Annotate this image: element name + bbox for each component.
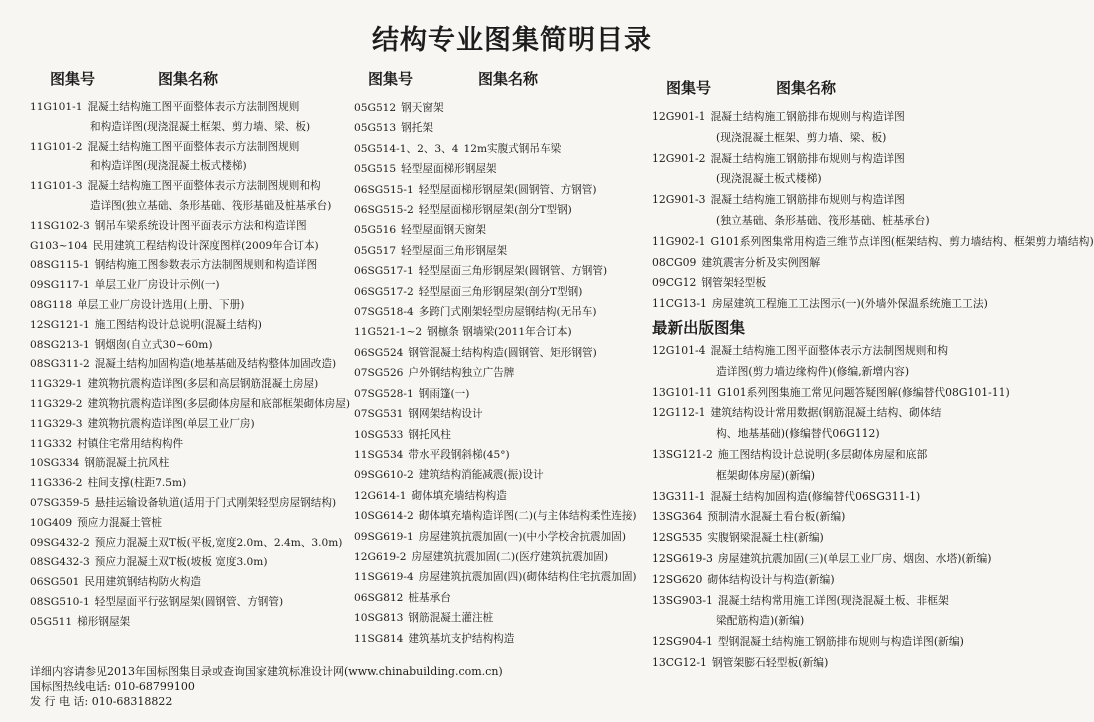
entry-code: 12G901-2 bbox=[652, 151, 706, 165]
entry-name: 轻型屋面三角形钢屋架 bbox=[401, 244, 508, 257]
entry-code: 10SG334 bbox=[30, 457, 80, 470]
entry-name-continued: 造详图(剪力墙边缘构件)(修编,新增内容) bbox=[716, 364, 910, 378]
entry-code: G103~104 bbox=[30, 239, 88, 252]
entry-name: 混凝土结构加固构造(修编替代06SG311-1) bbox=[710, 489, 921, 503]
entry-name: 钢网架结构设计 bbox=[408, 408, 483, 421]
catalog-entry bbox=[354, 200, 644, 220]
entry-name: 户外钢结构独立广告牌 bbox=[408, 367, 515, 380]
entry-code: 11SG102-3 bbox=[30, 219, 90, 232]
entry-code: 05G517 bbox=[354, 244, 397, 257]
catalog-entry bbox=[30, 98, 352, 138]
catalog-entry bbox=[652, 341, 1004, 383]
entry-code: 12G112-1 bbox=[652, 406, 706, 420]
catalog-entry bbox=[652, 632, 1004, 653]
catalog-entry bbox=[652, 107, 1004, 149]
catalog-entry bbox=[354, 527, 644, 547]
entry-code: 11G329-3 bbox=[30, 417, 83, 430]
entry-name: 预应力混凝土管桩 bbox=[77, 516, 162, 529]
entry-code: 13SG903-1 bbox=[652, 593, 713, 607]
entry-code: 11G521-1~2 bbox=[354, 326, 423, 339]
entry-code: 08SG311-2 bbox=[30, 358, 90, 371]
catalog-entry bbox=[30, 138, 352, 178]
catalog-entry bbox=[354, 547, 644, 567]
entry-name: 建筑物抗震构造详图(多层和高层钢筋混凝土房屋) bbox=[87, 378, 319, 391]
catalog-entry bbox=[354, 220, 644, 240]
entry-name: 钢结构施工图参数表示方法制图规则和构造详图 bbox=[94, 259, 318, 272]
entry-name: 建筑结构消能减震(振)设计 bbox=[418, 469, 544, 482]
entry-name: 砌体填充墙结构构造 bbox=[411, 489, 507, 502]
entry-code: 11SG814 bbox=[354, 632, 404, 645]
entry-code: 09SG610-2 bbox=[354, 469, 414, 482]
catalog-entry bbox=[30, 395, 352, 415]
entry-name: 梯形钢屋架 bbox=[77, 615, 131, 628]
header-name: 图集名称 bbox=[776, 78, 837, 97]
catalog-entry bbox=[354, 465, 644, 485]
entry-code: 13CG12-1 bbox=[652, 655, 707, 669]
entry-name: 带水平段钢斜梯(45°) bbox=[408, 448, 510, 461]
entry-name: 轻型屋面梯形钢屋架 bbox=[401, 163, 497, 176]
catalog-entry bbox=[30, 534, 352, 554]
catalog-entry bbox=[30, 415, 352, 435]
catalog-entry bbox=[354, 302, 644, 322]
catalog-entry bbox=[30, 435, 352, 455]
catalog-entry bbox=[354, 506, 644, 526]
entry-name: 轻型屋面钢天窗架 bbox=[401, 224, 486, 237]
catalog-entry bbox=[354, 445, 644, 465]
catalog-entry bbox=[30, 613, 352, 633]
catalog-entry bbox=[30, 514, 352, 534]
entry-code: 12G614-1 bbox=[354, 489, 407, 502]
entry-code: 12G101-4 bbox=[652, 343, 706, 357]
entry-code: 11G332 bbox=[30, 437, 73, 450]
catalog-entry bbox=[652, 653, 1004, 674]
entry-name: 房屋建筑工程施工工法图示(一)(外墙外保温系统施工工法) bbox=[711, 297, 988, 311]
catalog-entry bbox=[30, 316, 352, 336]
new-publications-list bbox=[652, 341, 1010, 674]
column-header bbox=[354, 66, 644, 90]
entry-name: 施工图结构设计总说明(混凝土结构) bbox=[94, 318, 262, 331]
entry-code: 07SG518-4 bbox=[354, 306, 414, 319]
entry-code: 08G118 bbox=[30, 298, 73, 311]
entry-code: 08SG213-1 bbox=[30, 338, 90, 351]
entry-name: 民用建筑钢结构防火构造 bbox=[84, 576, 201, 589]
entry-name: 轻型屋面三角形钢屋架(圆钢管、方钢管) bbox=[418, 265, 608, 278]
footer-sales-phone: 发 行 电 话: 010-68318822 bbox=[30, 695, 173, 708]
entry-name: 混凝土结构施工图平面整体表示方法制图规则和构 bbox=[87, 180, 321, 193]
entry-code: 09SG432-2 bbox=[30, 536, 90, 549]
catalog-entry bbox=[652, 549, 1004, 570]
entry-code: 12SG619-3 bbox=[652, 551, 713, 565]
catalog-column-3 bbox=[652, 75, 1094, 674]
catalog-entry bbox=[354, 629, 644, 649]
catalog-entry bbox=[30, 256, 352, 276]
entry-code: 12SG620 bbox=[652, 572, 703, 586]
catalog-entry bbox=[30, 355, 352, 375]
entry-name: 轻型屋面三角形钢屋架(剖分T型钢) bbox=[418, 285, 583, 298]
entry-code: 05G511 bbox=[30, 615, 73, 628]
entry-code: 06SG524 bbox=[354, 346, 404, 359]
entry-code: 05G512 bbox=[354, 102, 397, 114]
catalog-list bbox=[30, 98, 352, 633]
entry-code: 11G902-1 bbox=[652, 234, 706, 248]
entry-code: 11G329-2 bbox=[30, 397, 83, 410]
entry-name: 柱间支撑(柱距7.5m) bbox=[87, 477, 187, 490]
entry-code: 12SG904-1 bbox=[652, 635, 713, 649]
entry-name: 多跨门式刚架轻型房屋钢结构(无吊车) bbox=[418, 306, 597, 319]
entry-name-continued: 和构造详图(现浇混凝土板式楼梯) bbox=[90, 160, 247, 173]
catalog-entry bbox=[354, 139, 644, 159]
entry-code: 11G329-1 bbox=[30, 378, 83, 391]
catalog-entry bbox=[354, 486, 644, 506]
catalog-entry bbox=[652, 487, 1004, 508]
catalog-entry bbox=[652, 294, 1004, 315]
entry-code: 09SG619-1 bbox=[354, 530, 414, 543]
catalog-entry bbox=[652, 273, 1004, 294]
entry-name-continued: (独立基础、条形基础、筏形基础、桩基承台) bbox=[716, 213, 930, 227]
entry-name-continued: 框架砌体房屋)(新编) bbox=[716, 468, 816, 482]
catalog-entry bbox=[652, 149, 1004, 191]
entry-code: 10SG813 bbox=[354, 612, 404, 625]
entry-name: 轻型屋面梯形钢屋架(圆钢管、方钢管) bbox=[418, 183, 597, 196]
column-header bbox=[30, 66, 352, 90]
entry-name-continued: 和构造详图(现浇混凝土框架、剪力墙、梁、板) bbox=[90, 120, 311, 133]
header-code: 图集号 bbox=[368, 69, 414, 88]
entry-name: 混凝土结构加固构造(地基基础及结构整体加固改造) bbox=[94, 358, 337, 371]
catalog-entry bbox=[30, 276, 352, 296]
entry-code: 11G336-2 bbox=[30, 477, 83, 490]
entry-code: 11G101-3 bbox=[30, 180, 83, 193]
entry-name: 村镇住宅常用结构构件 bbox=[77, 437, 184, 450]
entry-code: 06SG501 bbox=[30, 576, 80, 589]
entry-name: 桩基承台 bbox=[408, 591, 451, 604]
entry-code: 09CG12 bbox=[652, 276, 697, 290]
entry-code: 07SG531 bbox=[354, 408, 404, 421]
entry-code: 08CG09 bbox=[652, 255, 697, 269]
entry-code: 08SG115-1 bbox=[30, 259, 90, 272]
catalog-entry bbox=[652, 383, 1010, 404]
entry-code: 06SG812 bbox=[354, 591, 404, 604]
entry-name: 钢管混凝土结构构造(圆钢管、矩形钢管) bbox=[408, 346, 597, 359]
entry-name: 砌体填充墙构造详图(二)(与主体结构柔性连接) bbox=[418, 510, 637, 523]
entry-code: 07SG528-1 bbox=[354, 387, 414, 400]
entry-name: 钢吊车梁系统设计图平面表示方法和构造详图 bbox=[94, 219, 307, 232]
entry-name: 房屋建筑抗震加固(二)(医疗建筑抗震加固) bbox=[411, 550, 609, 563]
entry-code: 07SG526 bbox=[354, 367, 404, 380]
entry-name: 钢天窗架 bbox=[401, 102, 444, 114]
entry-name: 钢管架膨石轻型板(新编) bbox=[711, 655, 829, 669]
entry-name: 混凝土结构施工钢筋排布规则与构造详图 bbox=[710, 151, 905, 165]
footer bbox=[30, 664, 503, 709]
catalog-entry bbox=[30, 375, 352, 395]
entry-name: 实腹钢梁混凝土柱(新编) bbox=[707, 531, 824, 545]
catalog-entry bbox=[354, 404, 644, 424]
entry-name: 民用建筑工程结构设计深度图样(2009年合订本) bbox=[92, 239, 319, 252]
catalog-entry bbox=[354, 588, 644, 608]
entry-name: 混凝土结构常用施工详图(现浇混凝土板、非框架 bbox=[717, 593, 949, 607]
catalog-entry bbox=[354, 98, 644, 118]
entry-code: 13G311-1 bbox=[652, 489, 706, 503]
entry-name: 砌体结构设计与构造(新编) bbox=[707, 572, 835, 586]
catalog-entry bbox=[652, 190, 1004, 232]
column-header bbox=[652, 75, 1004, 99]
header-name: 图集名称 bbox=[158, 69, 219, 88]
catalog-entry bbox=[354, 261, 644, 281]
catalog-entry bbox=[354, 159, 644, 179]
entry-code: 06SG517-2 bbox=[354, 285, 414, 298]
entry-code: 05G513 bbox=[354, 122, 397, 135]
catalog-entry bbox=[652, 253, 1004, 274]
catalog-column-2 bbox=[354, 66, 644, 649]
catalog-list bbox=[354, 98, 644, 649]
entry-name: 单层工业厂房设计示例(一) bbox=[94, 279, 220, 292]
catalog-entry bbox=[354, 322, 644, 342]
catalog-entry bbox=[30, 553, 352, 573]
catalog-entry bbox=[30, 454, 352, 474]
entry-name: 混凝土结构施工图平面整体表示方法制图规则 bbox=[87, 101, 300, 113]
entry-code: 09SG117-1 bbox=[30, 279, 90, 292]
entry-name: 钢雨篷(一) bbox=[418, 387, 470, 400]
catalog-entry bbox=[652, 570, 1004, 591]
entry-name: 钢托风柱 bbox=[408, 428, 451, 441]
catalog-entry bbox=[354, 425, 644, 445]
entry-name: 钢管架轻型板 bbox=[701, 276, 767, 290]
catalog-entry bbox=[354, 241, 644, 261]
entry-code: 12G619-2 bbox=[354, 550, 407, 563]
entry-name: 混凝土结构施工钢筋排布规则与构造详图 bbox=[710, 110, 905, 123]
entry-name: 悬挂运输设备轨道(适用于门式刚架轻型房屋钢结构) bbox=[94, 496, 337, 509]
entry-name: 建筑物抗震构造详图(单层工业厂房) bbox=[87, 417, 255, 430]
entry-name-continued: (现浇混凝土板式楼梯) bbox=[716, 172, 822, 186]
entry-code: 06SG517-1 bbox=[354, 265, 414, 278]
header-code: 图集号 bbox=[666, 78, 712, 97]
catalog-entry bbox=[30, 336, 352, 356]
entry-name: 建筑基坑支护结构构造 bbox=[408, 632, 515, 645]
header-code: 图集号 bbox=[50, 69, 96, 88]
catalog-entry bbox=[354, 282, 644, 302]
catalog-entry bbox=[30, 593, 352, 613]
catalog-entry bbox=[652, 591, 1004, 633]
catalog-entry bbox=[30, 296, 352, 316]
entry-code: 08SG510-1 bbox=[30, 595, 90, 608]
catalog-entry bbox=[652, 232, 1094, 253]
entry-name: G101系列图集施工常见问题答疑图解(修编替代08G101-11) bbox=[717, 385, 1010, 399]
catalog-entry bbox=[652, 403, 1004, 445]
entry-code: 11SG619-4 bbox=[354, 571, 414, 584]
entry-code: 12SG535 bbox=[652, 531, 703, 545]
catalog-entry bbox=[354, 384, 644, 404]
catalog-entry bbox=[30, 573, 352, 593]
entry-code: 06SG515-2 bbox=[354, 204, 414, 217]
entry-name: 单层工业厂房设计选用(上册、下册) bbox=[77, 298, 245, 311]
entry-code: 05G515 bbox=[354, 163, 397, 176]
catalog-entry bbox=[354, 608, 644, 628]
entry-code: 10G409 bbox=[30, 516, 73, 529]
entry-name: 房屋建筑抗震加固(四)(砌体结构住宅抗震加固) bbox=[418, 571, 637, 584]
catalog-entry bbox=[30, 494, 352, 514]
catalog-entry bbox=[30, 474, 352, 494]
catalog-column-1 bbox=[30, 66, 352, 633]
entry-name: 预应力混凝土双T板(平板,宽度2.0m、2.4m、3.0m) bbox=[94, 536, 343, 549]
entry-code: 11SG534 bbox=[354, 448, 404, 461]
catalog-entry bbox=[354, 118, 644, 138]
header-name: 图集名称 bbox=[478, 69, 539, 88]
entry-name: 混凝土结构施工图平面整体表示方法制图规则 bbox=[87, 140, 300, 153]
catalog-entry bbox=[30, 177, 352, 217]
entry-name: 预应力混凝土双T板(坡板 宽度3.0m) bbox=[94, 556, 268, 569]
entry-name: 钢筋混凝土抗风柱 bbox=[84, 457, 170, 470]
entry-code: 11CG13-1 bbox=[652, 297, 707, 311]
entry-code: 12G901-3 bbox=[652, 193, 706, 207]
entry-name: 钢檩条 钢墙梁(2011年合订本) bbox=[427, 326, 572, 339]
catalog-entry bbox=[354, 567, 644, 587]
entry-code: 05G514-1、2、3、4 bbox=[354, 142, 459, 155]
entry-name: 建筑震害分析及实例图解 bbox=[701, 255, 821, 269]
entry-code: 13G101-11 bbox=[652, 385, 713, 399]
entry-name: 建筑物抗震构造详图(多层砌体房屋和底部框架砌体房屋) bbox=[87, 397, 350, 410]
catalog-list bbox=[652, 107, 1094, 315]
entry-name: 型钢混凝土结构施工钢筋排布规则与构造详图(新编) bbox=[717, 635, 964, 649]
footer-hotline: 国标图热线电话: 010-68799100 bbox=[30, 680, 195, 693]
entry-code: 11G101-1 bbox=[30, 101, 83, 113]
entry-name: 混凝土结构施工钢筋排布规则与构造详图 bbox=[710, 193, 905, 207]
entry-name: 12m实腹式钢吊车梁 bbox=[463, 142, 562, 155]
entry-name-continued: (现浇混凝土框架、剪力墙、梁、板) bbox=[716, 130, 887, 144]
catalog-entry bbox=[652, 507, 1004, 528]
catalog-entry bbox=[652, 528, 1004, 549]
entry-code: 10SG614-2 bbox=[354, 510, 414, 523]
entry-name: 预制清水混凝土看台板(新编) bbox=[707, 510, 846, 524]
entry-name: 房屋建筑抗震加固(三)(单层工业厂房、烟囱、水塔)(新编) bbox=[717, 551, 992, 565]
entry-name: 房屋建筑抗震加固(一)(中小学校舍抗震加固) bbox=[418, 530, 626, 543]
catalog-entry bbox=[30, 237, 352, 257]
entry-code: 12SG121-1 bbox=[30, 318, 90, 331]
entry-code: 13SG364 bbox=[652, 510, 703, 524]
entry-name: 轻型屋面梯形钢屋架(剖分T型钢) bbox=[418, 204, 572, 217]
catalog-entry bbox=[30, 217, 352, 237]
entry-name: G101系列图集常用构造三维节点详图(框架结构、剪力墙结构、框架剪力墙结构) bbox=[710, 234, 1094, 248]
entry-name: 轻型屋面平行弦钢屋架(圆钢管、方钢管) bbox=[94, 595, 284, 608]
page-title: 结构专业图集简明目录 bbox=[372, 25, 652, 56]
entry-name: 钢托架 bbox=[401, 122, 433, 135]
entry-code: 07SG359-5 bbox=[30, 496, 90, 509]
entry-name-continued: 造详图(独立基础、条形基础、筏形基础及桩基承台) bbox=[90, 199, 332, 212]
entry-name: 施工图结构设计总说明(多层砌体房屋和底部 bbox=[717, 447, 928, 461]
new-publications-title: 最新出版图集 bbox=[652, 318, 746, 337]
footer-reference: 详细内容请参见2013年国标图集目录或查询国家建筑标准设计网(www.chinabuilding.com.cn) bbox=[30, 665, 503, 678]
entry-name: 建筑结构设计常用数据(钢筋混凝土结构、砌体结 bbox=[710, 406, 942, 420]
entry-name-continued: 梁配筋构造)(新编) bbox=[716, 614, 805, 628]
entry-code: 06SG515-1 bbox=[354, 183, 414, 196]
entry-name: 混凝土结构施工图平面整体表示方法制图规则和构 bbox=[710, 343, 949, 357]
catalog-entry bbox=[354, 343, 644, 363]
catalog-entry bbox=[652, 445, 1004, 487]
entry-code: 12G901-1 bbox=[652, 110, 706, 123]
entry-code: 05G516 bbox=[354, 224, 397, 237]
entry-code: 11G101-2 bbox=[30, 140, 83, 153]
entry-name: 钢筋混凝土灌注桩 bbox=[408, 612, 494, 625]
catalog-entry bbox=[354, 363, 644, 383]
entry-code: 10SG533 bbox=[354, 428, 404, 441]
entry-name: 钢烟囱(自立式30~60m) bbox=[94, 338, 213, 351]
catalog-entry bbox=[354, 180, 644, 200]
entry-name-continued: 构、地基基础)(修编替代06G112) bbox=[716, 427, 880, 441]
entry-code: 13SG121-2 bbox=[652, 447, 713, 461]
entry-code: 08SG432-3 bbox=[30, 556, 90, 569]
